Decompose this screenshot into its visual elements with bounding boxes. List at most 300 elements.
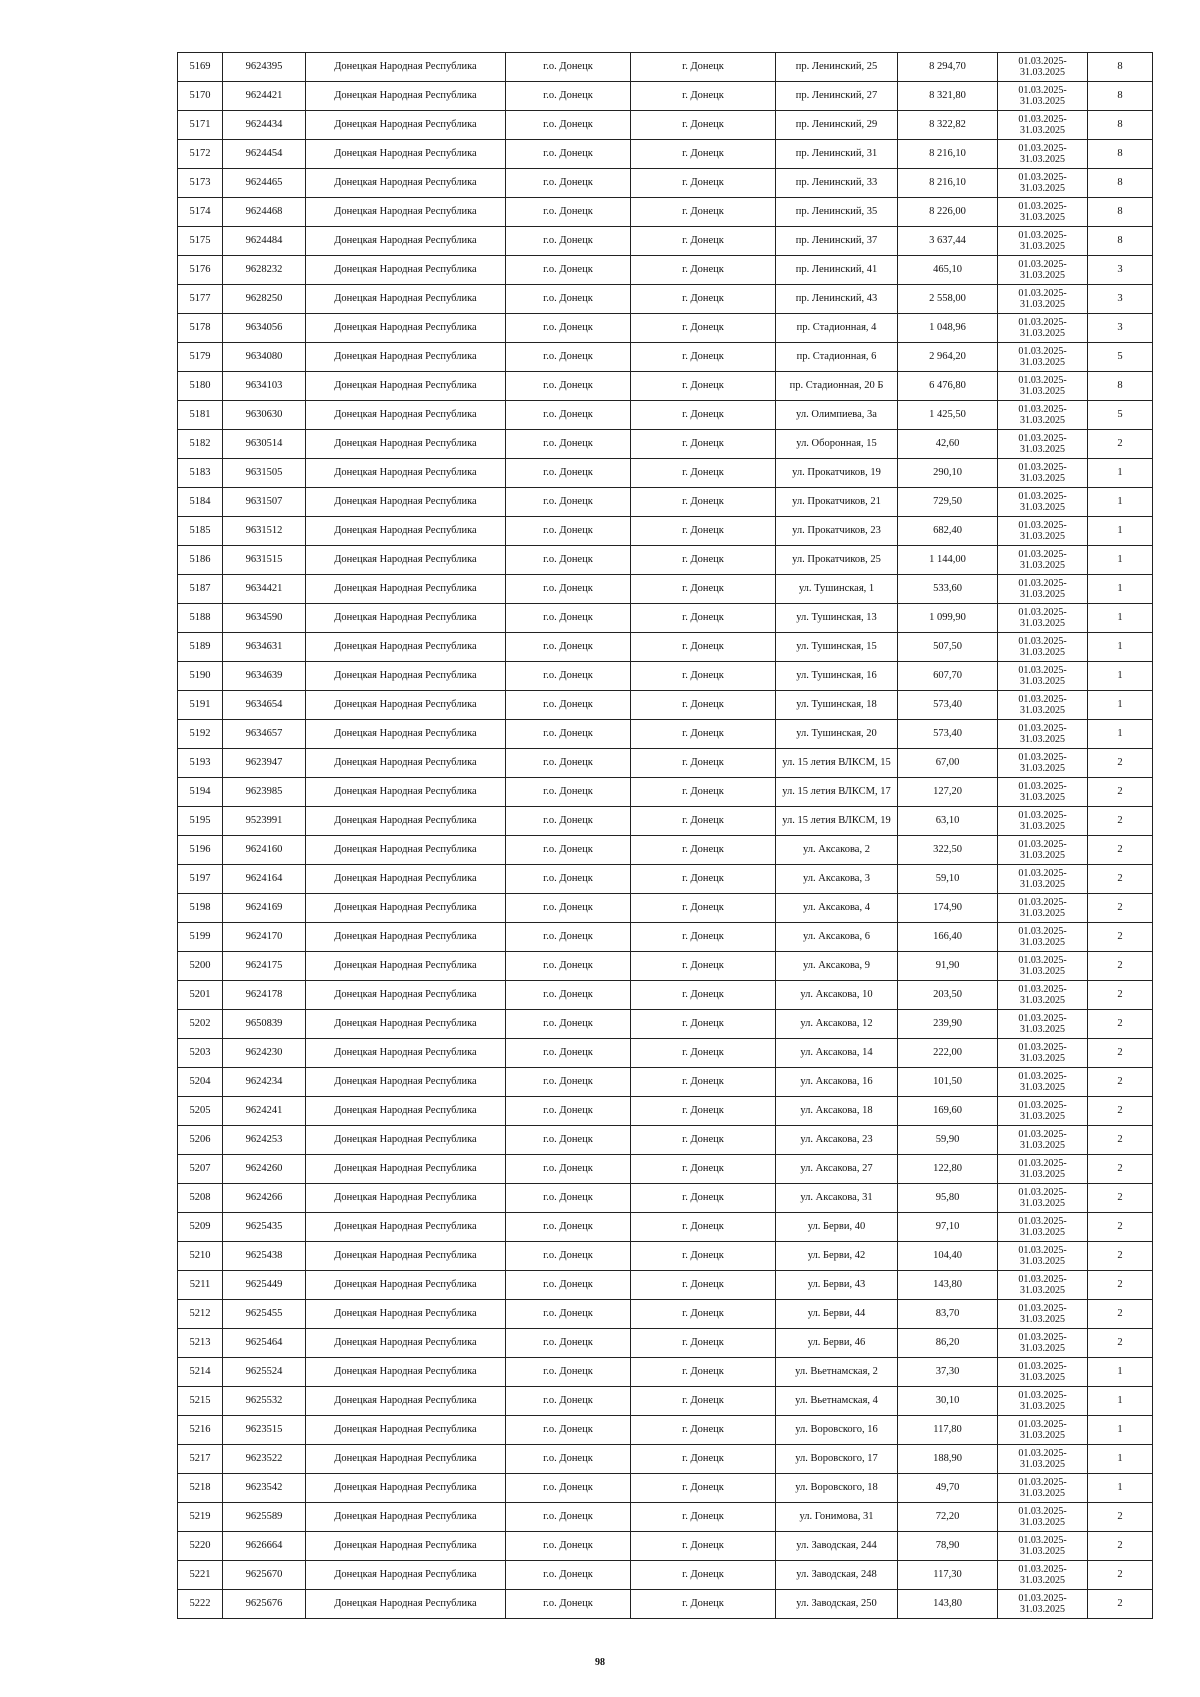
cell-period	[998, 343, 1088, 372]
period-start: 01.03.2025-	[1018, 578, 1067, 589]
period-start: 01.03.2025-	[1018, 288, 1067, 299]
cell-object-code: 9625449	[223, 1271, 306, 1300]
cell-object-code: 9631512	[223, 517, 306, 546]
cell-count: 1	[1088, 488, 1153, 517]
period-end: 31.03.2025	[1020, 937, 1065, 948]
cell-object-code: 9625464	[223, 1329, 306, 1358]
cell-row-number: 5170	[178, 82, 223, 111]
cell-district: г.о. Донецк	[506, 1213, 631, 1242]
cell-city: г. Донецк	[631, 1242, 776, 1271]
period-start: 01.03.2025-	[1018, 259, 1067, 270]
cell-region: Донецкая Народная Республика	[306, 111, 506, 140]
period-start: 01.03.2025-	[1018, 462, 1067, 473]
period-start: 01.03.2025-	[1018, 317, 1067, 328]
cell-row-number: 5217	[178, 1445, 223, 1474]
cell-city: г. Донецк	[631, 256, 776, 285]
period-start: 01.03.2025-	[1018, 1129, 1067, 1140]
cell-count: 2	[1088, 894, 1153, 923]
cell-object-code: 9624260	[223, 1155, 306, 1184]
cell-object-code: 9625670	[223, 1561, 306, 1590]
cell-city: г. Донецк	[631, 1329, 776, 1358]
cell-count: 2	[1088, 836, 1153, 865]
period-end: 31.03.2025	[1020, 1198, 1065, 1209]
cell-object-code: 9634657	[223, 720, 306, 749]
period-start: 01.03.2025-	[1018, 1390, 1067, 1401]
cell-district: г.о. Донецк	[506, 1097, 631, 1126]
cell-period	[998, 923, 1088, 952]
period-end: 31.03.2025	[1020, 589, 1065, 600]
cell-row-number: 5171	[178, 111, 223, 140]
cell-period	[998, 82, 1088, 111]
cell-area: 8 294,70	[898, 53, 998, 82]
period-end: 31.03.2025	[1020, 1517, 1065, 1528]
cell-area: 222,00	[898, 1039, 998, 1068]
cell-region: Донецкая Народная Республика	[306, 691, 506, 720]
cell-row-number: 5221	[178, 1561, 223, 1590]
cell-count: 2	[1088, 807, 1153, 836]
cell-city: г. Донецк	[631, 923, 776, 952]
cell-row-number: 5186	[178, 546, 223, 575]
table-row	[178, 517, 1153, 546]
period-start: 01.03.2025-	[1018, 549, 1067, 560]
cell-row-number: 5205	[178, 1097, 223, 1126]
period-start: 01.03.2025-	[1018, 781, 1067, 792]
period-end: 31.03.2025	[1020, 908, 1065, 919]
cell-region: Донецкая Народная Республика	[306, 1300, 506, 1329]
cell-region: Донецкая Народная Республика	[306, 517, 506, 546]
cell-address: пр. Стадионная, 20 Б	[776, 372, 898, 401]
cell-city: г. Донецк	[631, 1590, 776, 1619]
cell-city: г. Донецк	[631, 430, 776, 459]
cell-row-number: 5211	[178, 1271, 223, 1300]
cell-area: 127,20	[898, 778, 998, 807]
cell-city: г. Донецк	[631, 1155, 776, 1184]
cell-area: 37,30	[898, 1358, 998, 1387]
cell-period	[998, 749, 1088, 778]
cell-address: ул. Тушинская, 16	[776, 662, 898, 691]
cell-row-number: 5185	[178, 517, 223, 546]
cell-row-number: 5187	[178, 575, 223, 604]
period-end: 31.03.2025	[1020, 1111, 1065, 1122]
cell-count: 8	[1088, 111, 1153, 140]
period-start: 01.03.2025-	[1018, 1216, 1067, 1227]
period-end: 31.03.2025	[1020, 357, 1065, 368]
period-start: 01.03.2025-	[1018, 1593, 1067, 1604]
cell-period	[998, 691, 1088, 720]
cell-period	[998, 633, 1088, 662]
page-number: 98	[595, 1657, 605, 1668]
cell-count: 1	[1088, 575, 1153, 604]
cell-region: Донецкая Народная Республика	[306, 604, 506, 633]
cell-address: ул. Берви, 43	[776, 1271, 898, 1300]
period-start: 01.03.2025-	[1018, 1419, 1067, 1430]
cell-district: г.о. Донецк	[506, 314, 631, 343]
cell-period	[998, 1039, 1088, 1068]
cell-period	[998, 1242, 1088, 1271]
cell-period	[998, 53, 1088, 82]
cell-district: г.о. Донецк	[506, 633, 631, 662]
table-row	[178, 314, 1153, 343]
cell-object-code: 9634639	[223, 662, 306, 691]
cell-city: г. Донецк	[631, 604, 776, 633]
cell-row-number: 5213	[178, 1329, 223, 1358]
cell-row-number: 5169	[178, 53, 223, 82]
cell-period	[998, 575, 1088, 604]
cell-period	[998, 140, 1088, 169]
cell-city: г. Донецк	[631, 691, 776, 720]
cell-count: 5	[1088, 401, 1153, 430]
cell-row-number: 5176	[178, 256, 223, 285]
table-row	[178, 1010, 1153, 1039]
cell-row-number: 5181	[178, 401, 223, 430]
period-end: 31.03.2025	[1020, 67, 1065, 78]
cell-object-code: 9631507	[223, 488, 306, 517]
cell-row-number: 5179	[178, 343, 223, 372]
period-start: 01.03.2025-	[1018, 1361, 1067, 1372]
period-end: 31.03.2025	[1020, 705, 1065, 716]
cell-object-code: 9624175	[223, 952, 306, 981]
cell-object-code: 9634080	[223, 343, 306, 372]
cell-address: ул. Прокатчиков, 21	[776, 488, 898, 517]
cell-area: 49,70	[898, 1474, 998, 1503]
period-end: 31.03.2025	[1020, 1082, 1065, 1093]
cell-district: г.о. Донецк	[506, 459, 631, 488]
cell-period	[998, 198, 1088, 227]
cell-row-number: 5195	[178, 807, 223, 836]
cell-count: 3	[1088, 314, 1153, 343]
cell-area: 682,40	[898, 517, 998, 546]
period-start: 01.03.2025-	[1018, 636, 1067, 647]
period-end: 31.03.2025	[1020, 1227, 1065, 1238]
cell-row-number: 5180	[178, 372, 223, 401]
cell-area: 143,80	[898, 1590, 998, 1619]
period-end: 31.03.2025	[1020, 96, 1065, 107]
cell-region: Донецкая Народная Республика	[306, 1213, 506, 1242]
cell-area: 507,50	[898, 633, 998, 662]
cell-address: ул. Вьетнамская, 4	[776, 1387, 898, 1416]
cell-object-code: 9624241	[223, 1097, 306, 1126]
cell-city: г. Донецк	[631, 227, 776, 256]
period-end: 31.03.2025	[1020, 241, 1065, 252]
period-end: 31.03.2025	[1020, 1343, 1065, 1354]
period-start: 01.03.2025-	[1018, 1013, 1067, 1024]
cell-region: Донецкая Народная Республика	[306, 894, 506, 923]
cell-object-code: 9624434	[223, 111, 306, 140]
cell-period	[998, 1213, 1088, 1242]
table-row	[178, 372, 1153, 401]
cell-address: пр. Ленинский, 37	[776, 227, 898, 256]
cell-period	[998, 517, 1088, 546]
cell-city: г. Донецк	[631, 1561, 776, 1590]
cell-object-code: 9626664	[223, 1532, 306, 1561]
cell-district: г.о. Донецк	[506, 1010, 631, 1039]
cell-address: ул. Аксакова, 23	[776, 1126, 898, 1155]
cell-period	[998, 1445, 1088, 1474]
table-row	[178, 1068, 1153, 1097]
cell-district: г.о. Донецк	[506, 894, 631, 923]
cell-area: 83,70	[898, 1300, 998, 1329]
cell-area: 67,00	[898, 749, 998, 778]
cell-period	[998, 285, 1088, 314]
cell-region: Донецкая Народная Республика	[306, 256, 506, 285]
cell-area: 78,90	[898, 1532, 998, 1561]
cell-period	[998, 1126, 1088, 1155]
period-start: 01.03.2025-	[1018, 1158, 1067, 1169]
cell-district: г.о. Донецк	[506, 372, 631, 401]
cell-region: Донецкая Народная Республика	[306, 1416, 506, 1445]
period-end: 31.03.2025	[1020, 1604, 1065, 1615]
cell-count: 5	[1088, 343, 1153, 372]
cell-district: г.о. Донецк	[506, 1271, 631, 1300]
table-row	[178, 633, 1153, 662]
period-start: 01.03.2025-	[1018, 839, 1067, 850]
cell-district: г.о. Донецк	[506, 1155, 631, 1184]
cell-district: г.о. Донецк	[506, 256, 631, 285]
table-row	[178, 488, 1153, 517]
table-row	[178, 111, 1153, 140]
cell-object-code: 9625435	[223, 1213, 306, 1242]
cell-address: ул. Аксакова, 18	[776, 1097, 898, 1126]
cell-period	[998, 865, 1088, 894]
cell-district: г.о. Донецк	[506, 1242, 631, 1271]
cell-area: 63,10	[898, 807, 998, 836]
cell-period	[998, 836, 1088, 865]
table-row	[178, 691, 1153, 720]
cell-district: г.о. Донецк	[506, 1126, 631, 1155]
cell-city: г. Донецк	[631, 140, 776, 169]
cell-region: Донецкая Народная Республика	[306, 1474, 506, 1503]
cell-district: г.о. Донецк	[506, 1329, 631, 1358]
table-row	[178, 1590, 1153, 1619]
cell-address: ул. Берви, 44	[776, 1300, 898, 1329]
cell-city: г. Донецк	[631, 952, 776, 981]
cell-area: 95,80	[898, 1184, 998, 1213]
cell-period	[998, 604, 1088, 633]
cell-region: Донецкая Народная Республика	[306, 575, 506, 604]
period-start: 01.03.2025-	[1018, 955, 1067, 966]
period-end: 31.03.2025	[1020, 995, 1065, 1006]
cell-city: г. Донецк	[631, 372, 776, 401]
cell-region: Донецкая Народная Республика	[306, 198, 506, 227]
cell-row-number: 5197	[178, 865, 223, 894]
cell-district: г.о. Донецк	[506, 575, 631, 604]
cell-area: 104,40	[898, 1242, 998, 1271]
table-row	[178, 604, 1153, 633]
cell-area: 188,90	[898, 1445, 998, 1474]
cell-address: ул. Заводская, 250	[776, 1590, 898, 1619]
cell-district: г.о. Донецк	[506, 952, 631, 981]
cell-district: г.о. Донецк	[506, 604, 631, 633]
cell-district: г.о. Донецк	[506, 1590, 631, 1619]
cell-count: 8	[1088, 140, 1153, 169]
cell-district: г.о. Донецк	[506, 836, 631, 865]
cell-city: г. Донецк	[631, 633, 776, 662]
cell-district: г.о. Донецк	[506, 343, 631, 372]
cell-district: г.о. Донецк	[506, 749, 631, 778]
cell-row-number: 5198	[178, 894, 223, 923]
cell-address: ул. Воровского, 18	[776, 1474, 898, 1503]
cell-object-code: 9625438	[223, 1242, 306, 1271]
cell-area: 143,80	[898, 1271, 998, 1300]
cell-object-code: 9634654	[223, 691, 306, 720]
cell-count: 3	[1088, 285, 1153, 314]
cell-row-number: 5203	[178, 1039, 223, 1068]
cell-area: 169,60	[898, 1097, 998, 1126]
period-end: 31.03.2025	[1020, 1024, 1065, 1035]
cell-area: 322,50	[898, 836, 998, 865]
cell-row-number: 5193	[178, 749, 223, 778]
cell-district: г.о. Донецк	[506, 198, 631, 227]
period-start: 01.03.2025-	[1018, 752, 1067, 763]
cell-object-code: 9630514	[223, 430, 306, 459]
cell-address: ул. Берви, 42	[776, 1242, 898, 1271]
period-end: 31.03.2025	[1020, 386, 1065, 397]
cell-object-code: 9623522	[223, 1445, 306, 1474]
cell-count: 3	[1088, 256, 1153, 285]
cell-address: ул. Аксакова, 2	[776, 836, 898, 865]
cell-district: г.о. Донецк	[506, 1358, 631, 1387]
cell-object-code: 9625455	[223, 1300, 306, 1329]
cell-area: 97,10	[898, 1213, 998, 1242]
cell-object-code: 9624234	[223, 1068, 306, 1097]
cell-address: пр. Ленинский, 41	[776, 256, 898, 285]
period-end: 31.03.2025	[1020, 1575, 1065, 1586]
cell-city: г. Донецк	[631, 314, 776, 343]
cell-period	[998, 546, 1088, 575]
cell-area: 174,90	[898, 894, 998, 923]
cell-district: г.о. Донецк	[506, 82, 631, 111]
cell-city: г. Донецк	[631, 111, 776, 140]
cell-district: г.о. Донецк	[506, 1068, 631, 1097]
cell-address: ул. Берви, 46	[776, 1329, 898, 1358]
cell-region: Донецкая Народная Республика	[306, 1068, 506, 1097]
cell-period	[998, 488, 1088, 517]
cell-count: 2	[1088, 1503, 1153, 1532]
period-end: 31.03.2025	[1020, 792, 1065, 803]
period-end: 31.03.2025	[1020, 647, 1065, 658]
cell-area: 8 321,80	[898, 82, 998, 111]
cell-district: г.о. Донецк	[506, 1300, 631, 1329]
cell-count: 2	[1088, 778, 1153, 807]
cell-region: Донецкая Народная Республика	[306, 488, 506, 517]
cell-city: г. Донецк	[631, 82, 776, 111]
cell-city: г. Донецк	[631, 1271, 776, 1300]
cell-region: Донецкая Народная Республика	[306, 82, 506, 111]
cell-area: 8 322,82	[898, 111, 998, 140]
cell-address: ул. Аксакова, 12	[776, 1010, 898, 1039]
cell-count: 8	[1088, 227, 1153, 256]
period-start: 01.03.2025-	[1018, 1332, 1067, 1343]
period-end: 31.03.2025	[1020, 763, 1065, 774]
cell-area: 59,10	[898, 865, 998, 894]
cell-area: 533,60	[898, 575, 998, 604]
table-row	[178, 1445, 1153, 1474]
table-row	[178, 865, 1153, 894]
cell-row-number: 5175	[178, 227, 223, 256]
cell-district: г.о. Донецк	[506, 662, 631, 691]
cell-address: ул. Заводская, 248	[776, 1561, 898, 1590]
cell-count: 2	[1088, 1068, 1153, 1097]
period-start: 01.03.2025-	[1018, 1535, 1067, 1546]
cell-row-number: 5210	[178, 1242, 223, 1271]
table-row	[178, 459, 1153, 488]
cell-row-number: 5178	[178, 314, 223, 343]
cell-row-number: 5199	[178, 923, 223, 952]
table-row	[178, 1358, 1153, 1387]
period-start: 01.03.2025-	[1018, 1506, 1067, 1517]
cell-period	[998, 430, 1088, 459]
cell-city: г. Донецк	[631, 575, 776, 604]
cell-city: г. Донецк	[631, 198, 776, 227]
cell-district: г.о. Донецк	[506, 1184, 631, 1213]
cell-address: ул. Воровского, 17	[776, 1445, 898, 1474]
cell-city: г. Донецк	[631, 981, 776, 1010]
period-start: 01.03.2025-	[1018, 375, 1067, 386]
period-end: 31.03.2025	[1020, 154, 1065, 165]
period-end: 31.03.2025	[1020, 676, 1065, 687]
table-row	[178, 807, 1153, 836]
cell-district: г.о. Донецк	[506, 1416, 631, 1445]
period-start: 01.03.2025-	[1018, 1245, 1067, 1256]
cell-object-code: 9623542	[223, 1474, 306, 1503]
cell-row-number: 5220	[178, 1532, 223, 1561]
cell-area: 8 216,10	[898, 140, 998, 169]
cell-address: ул. 15 летия ВЛКСМ, 17	[776, 778, 898, 807]
period-end: 31.03.2025	[1020, 328, 1065, 339]
cell-address: пр. Ленинский, 43	[776, 285, 898, 314]
cell-object-code: 9624484	[223, 227, 306, 256]
cell-city: г. Донецк	[631, 517, 776, 546]
cell-address: пр. Ленинский, 25	[776, 53, 898, 82]
cell-district: г.о. Донецк	[506, 807, 631, 836]
cell-city: г. Донецк	[631, 53, 776, 82]
cell-count: 1	[1088, 517, 1153, 546]
cell-object-code: 9624421	[223, 82, 306, 111]
cell-area: 122,80	[898, 1155, 998, 1184]
cell-city: г. Донецк	[631, 546, 776, 575]
cell-district: г.о. Донецк	[506, 488, 631, 517]
table-row	[178, 720, 1153, 749]
cell-city: г. Донецк	[631, 285, 776, 314]
cell-district: г.о. Донецк	[506, 1039, 631, 1068]
table-row	[178, 1329, 1153, 1358]
period-end: 31.03.2025	[1020, 1140, 1065, 1151]
period-end: 31.03.2025	[1020, 415, 1065, 426]
cell-city: г. Донецк	[631, 343, 776, 372]
cell-period	[998, 1358, 1088, 1387]
cell-row-number: 5196	[178, 836, 223, 865]
cell-period	[998, 1503, 1088, 1532]
cell-period	[998, 227, 1088, 256]
table-row	[178, 82, 1153, 111]
cell-region: Донецкая Народная Республика	[306, 952, 506, 981]
cell-row-number: 5194	[178, 778, 223, 807]
cell-count: 2	[1088, 430, 1153, 459]
cell-period	[998, 720, 1088, 749]
cell-row-number: 5177	[178, 285, 223, 314]
cell-row-number: 5215	[178, 1387, 223, 1416]
cell-count: 2	[1088, 1126, 1153, 1155]
cell-region: Донецкая Народная Республика	[306, 140, 506, 169]
cell-address: пр. Ленинский, 29	[776, 111, 898, 140]
cell-region: Донецкая Народная Республика	[306, 53, 506, 82]
cell-area: 117,80	[898, 1416, 998, 1445]
period-end: 31.03.2025	[1020, 1546, 1065, 1557]
cell-count: 1	[1088, 1358, 1153, 1387]
cell-count: 2	[1088, 1213, 1153, 1242]
cell-row-number: 5183	[178, 459, 223, 488]
cell-object-code: 9624253	[223, 1126, 306, 1155]
